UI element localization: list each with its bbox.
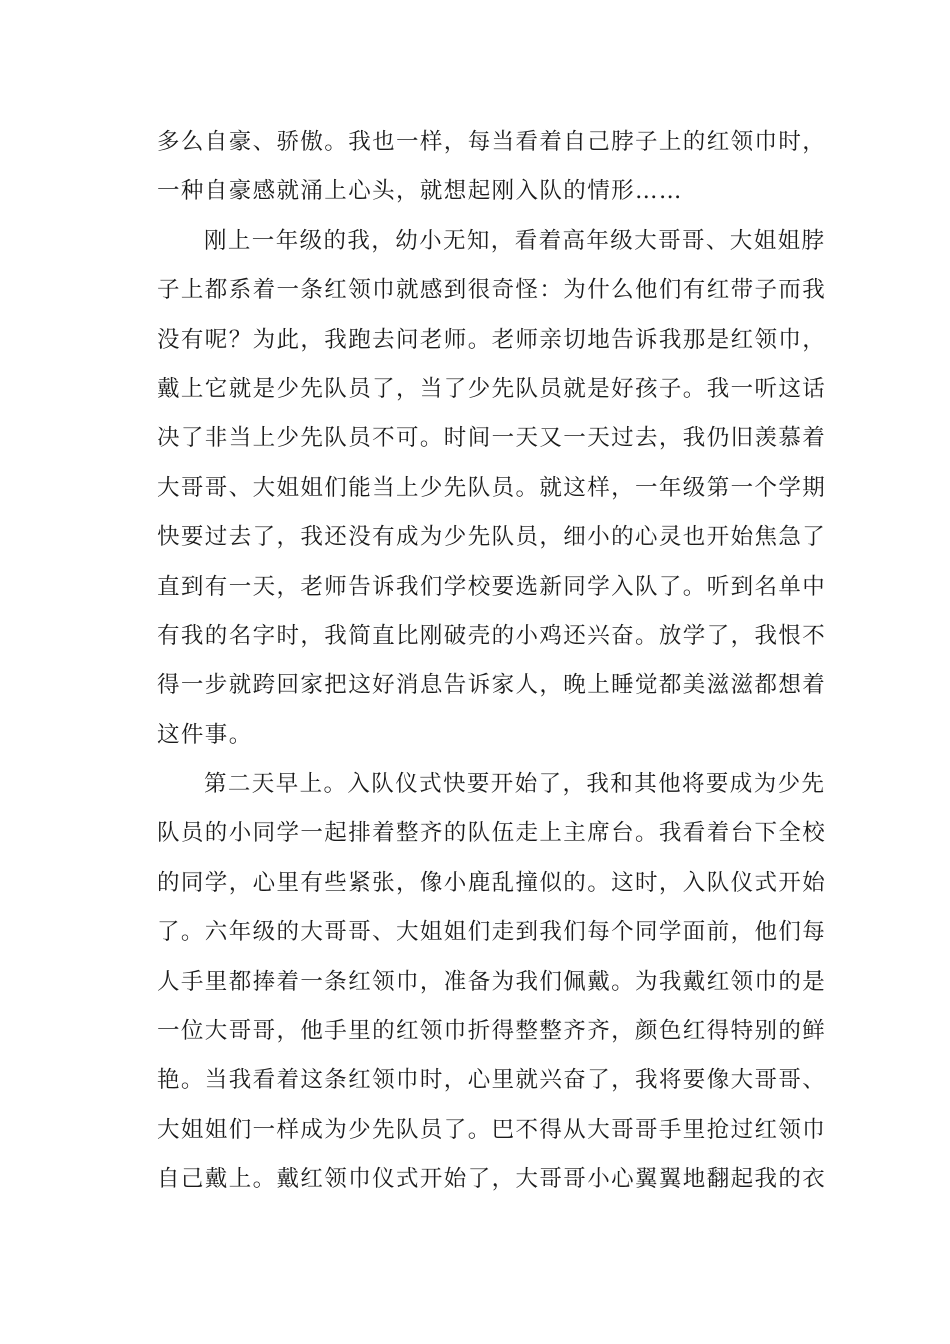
text-line: 没有呢？为此，我跑去问老师。老师亲切地告诉我那是红领巾， [157,326,827,353]
text-line: 自己戴上。戴红领巾仪式开始了，大哥哥小心翼翼地翻起我的衣 [157,1166,827,1193]
text-line: 大哥哥、大姐姐们能当上少先队员。就这样，一年级第一个学期 [157,474,827,501]
text-line: 决了非当上少先队员不可。时间一天又一天过去，我仍旧羡慕着 [157,425,827,452]
text-line: 艳。当我看着这条红领巾时，心里就兴奋了，我将要像大哥哥、 [157,1067,827,1094]
body-text [157,118,827,1205]
text-line: 快要过去了，我还没有成为少先队员，细小的心灵也开始焦急了 [157,524,827,551]
text-line: 队员的小同学一起排着整齐的队伍走上主席台。我看着台下全校 [157,820,827,847]
text-line: 子上都系着一条红领巾就感到很奇怪：为什么他们有红带子而我 [157,277,827,304]
text-line: 人手里都捧着一条红领巾，准备为我们佩戴。为我戴红领巾的是 [157,968,827,995]
text-line: 戴上它就是少先队员了，当了少先队员就是好孩子。我一听这话 [157,375,827,402]
text-line: 多么自豪、骄傲。我也一样，每当看着自己脖子上的红领巾时， [157,129,827,155]
text-line: 有我的名字时，我简直比刚破壳的小鸡还兴奋。放学了，我恨不 [157,622,827,649]
text-line: 这件事。 [157,721,253,748]
text-line: 直到有一天，老师告诉我们学校要选新同学入队了。听到名单中 [157,573,827,600]
text-line: 一位大哥哥，他手里的红领巾折得整整齐齐，颜色红得特别的鲜 [157,1018,827,1045]
text-line: 了。六年级的大哥哥、大姐姐们走到我们每个同学面前，他们每 [157,919,827,946]
text-line: 得一步就跨回家把这好消息告诉家人，晚上睡觉都美滋滋都想着 [157,672,827,699]
text-line: 的同学，心里有些紧张，像小鹿乱撞似的。这时，入队仪式开始 [157,869,827,896]
text-line: 大姐姐们一样成为少先队员了。巴不得从大哥哥手里抢过红领巾 [157,1116,827,1143]
text-line: 第二天早上。入队仪式快要开始了，我和其他将要成为少先 [204,771,826,798]
text-line: 一种自豪感就涌上心头，就想起刚入队的情形…… [157,178,683,205]
text-line: 刚上一年级的我，幼小无知，看着高年级大哥哥、大姐姐脖 [204,227,826,254]
